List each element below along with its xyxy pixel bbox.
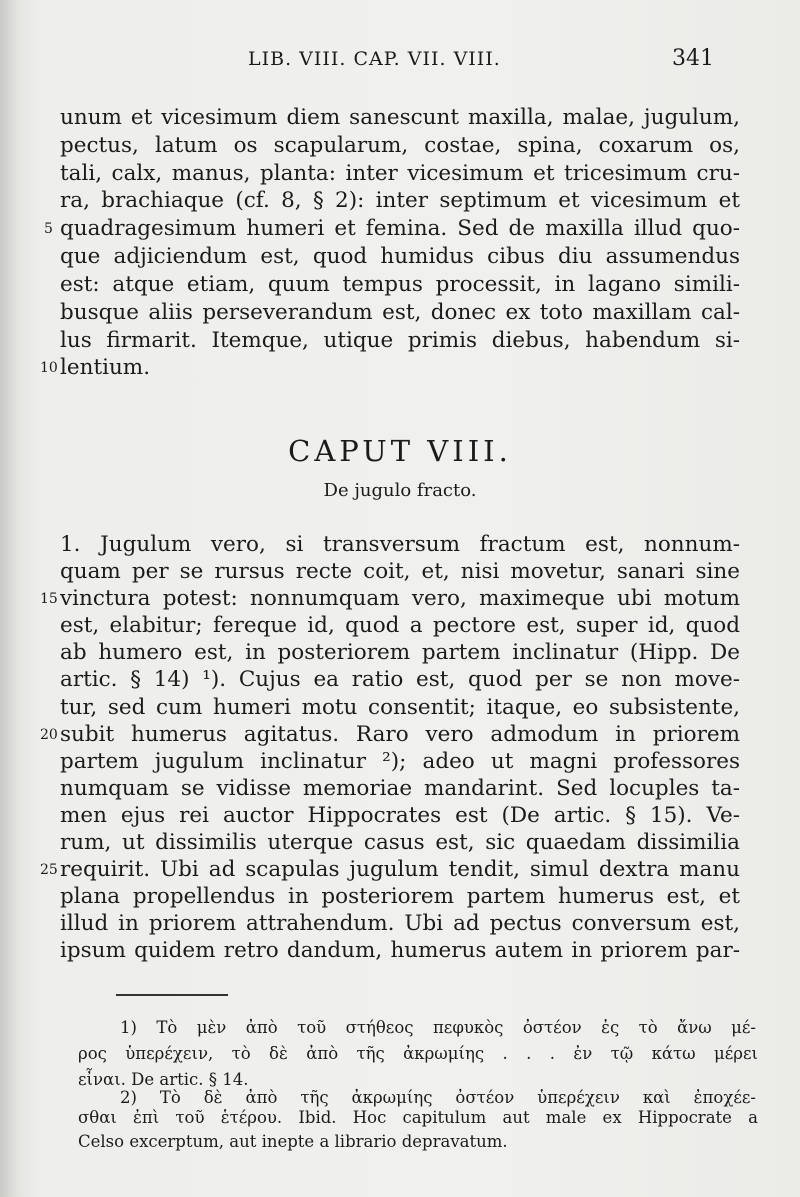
footnote-line: ρος ὑπερέχειν, τὸ δὲ ἀπὸ τῆς ἀκρωμίης . . . ἐν τῷ κάτω μέρει [78, 1044, 758, 1063]
footnote-line: σθαι ἐπὶ τοῦ ἑτέρου. Ibid. Hoc capitulum aut male ex Hippocrate a [78, 1108, 758, 1127]
footnote-line: 1) Τὸ μὲν ἀπὸ τοῦ στήθεος πεφυκὸς ὀστέον ἐς τὸ ἄνω μέ- [120, 1018, 756, 1037]
running-head: LIB. VIII. CAP. VII. VIII. [248, 48, 501, 70]
text-line: rum, ut dissimilis uterque casus est, sic quaedam dissimilia [60, 830, 740, 855]
text-line: subit humerus agitatus. Raro vero admodum in priorem [60, 722, 740, 747]
footnote-line: 2) Τὸ δὲ ἀπὸ τῆς ἀκρωμίης ὀστέον ὑπερέχειν καὶ ἐποχέε- [120, 1088, 756, 1107]
footnote-line: εἶναι. De artic. § 14. [78, 1070, 249, 1089]
text-line: 1. Jugulum vero, si transversum fractum est, nonnum- [60, 532, 740, 557]
page-number: 341 [672, 46, 714, 71]
text-line: requirit. Ubi ad scapulas jugulum tendit, simul dextra manu [60, 857, 740, 882]
text-line: plana propellendus in posteriorem partem humerus est, et [60, 884, 740, 909]
text-line: quam per se rursus recte coit, et, nisi movetur, sanari sine [60, 559, 740, 584]
text-line: busque aliis perseverandum est, donec ex toto maxillam cal- [60, 300, 740, 325]
text-line: est, elabitur; fereque id, quod a pectore est, super id, quod [60, 613, 740, 638]
line-number: 10 [40, 360, 58, 376]
text-line: men ejus rei auctor Hippocrates est (De artic. § 15). Ve- [60, 803, 740, 828]
text-line: vinctura potest: nonnumquam vero, maximeque ubi motum [60, 586, 740, 611]
footnote-rule [116, 994, 228, 996]
text-line: est: atque etiam, quum tempus processit, in lagano simili- [60, 272, 740, 297]
text-line: illud in priorem attrahendum. Ubi ad pectus conversum est, [60, 911, 740, 936]
line-number: 5 [44, 221, 53, 237]
chapter-title: CAPUT VIII. [288, 434, 512, 468]
text-line: numquam se vidisse memoriae mandarint. Sed locuples ta- [60, 776, 740, 801]
text-line: quadragesimum humeri et femina. Sed de maxilla illud quo- [60, 216, 740, 241]
line-number: 15 [40, 591, 58, 607]
footnote-line: Celso excerptum, aut inepte a librario depravatum. [78, 1132, 508, 1151]
text-line: lentium. [60, 355, 151, 380]
line-number: 20 [40, 727, 58, 743]
text-line: ab humero est, in posteriorem partem inclinatur (Hipp. De [60, 640, 740, 665]
text-line: unum et vicesimum diem sanescunt maxilla, malae, jugulum, [60, 105, 740, 130]
page-header [0, 48, 800, 78]
text-line: que adjiciendum est, quod humidus cibus diu assumendus [60, 244, 740, 269]
text-line: lus firmarit. Itemque, utique primis diebus, habendum si- [60, 328, 740, 353]
text-line: pectus, latum os scapularum, costae, spina, coxarum os, [60, 133, 740, 158]
chapter-subtitle: De jugulo fracto. [323, 480, 477, 501]
text-line: tali, calx, manus, planta: inter vicesimum et tricesimum cru- [60, 161, 740, 186]
text-line: artic. § 14) ¹). Cujus ea ratio est, quod per se non move- [60, 667, 740, 692]
text-line: ra, brachiaque (cf. 8, § 2): inter septimum et vicesimum et [60, 188, 740, 213]
text-line: tur, sed cum humeri motu consentit; itaque, eo subsistente, [60, 695, 740, 720]
text-line: ipsum quidem retro dandum, humerus autem in priorem par- [60, 938, 740, 963]
text-line: partem jugulum inclinatur ²); adeo ut magni professores [60, 749, 740, 774]
line-number: 25 [40, 862, 58, 878]
